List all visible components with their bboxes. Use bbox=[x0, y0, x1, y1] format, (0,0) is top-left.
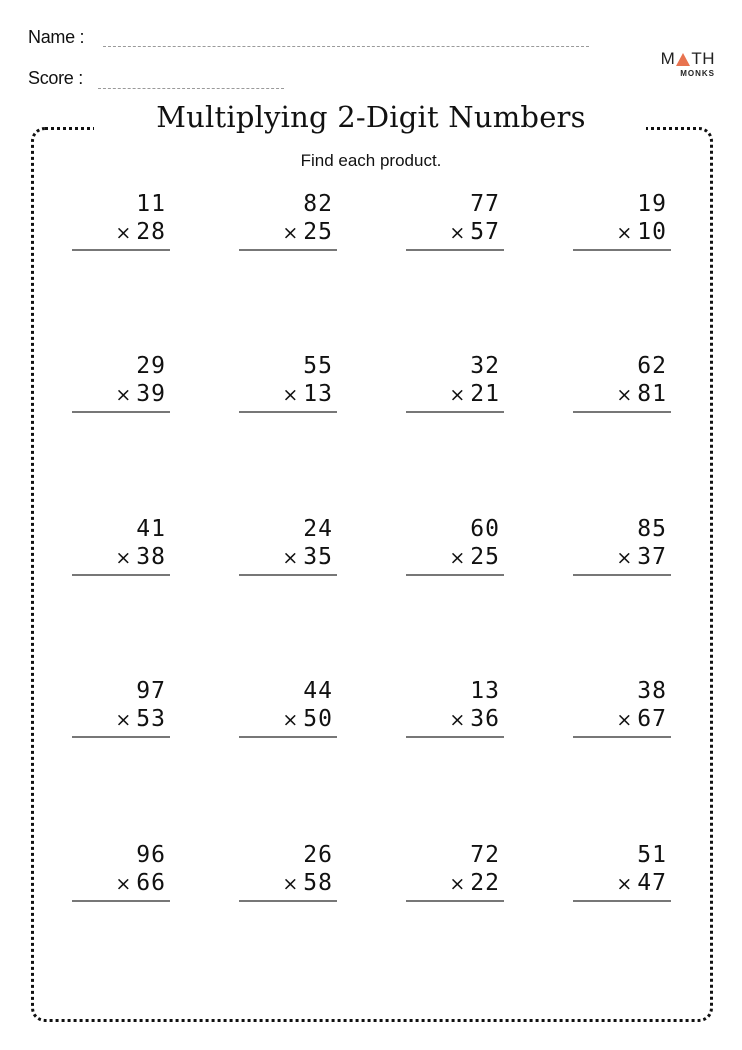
multiplicand: 85 bbox=[637, 516, 667, 542]
times-icon: × bbox=[115, 384, 133, 406]
times-icon: × bbox=[449, 873, 467, 895]
multiplicand: 11 bbox=[136, 191, 166, 217]
multiplier-row bbox=[72, 705, 170, 734]
answer-line[interactable] bbox=[406, 900, 504, 902]
multiplication-problem bbox=[573, 515, 671, 576]
multiplier-row bbox=[573, 705, 671, 734]
multiplier-row bbox=[406, 869, 504, 898]
multiplication-problem bbox=[72, 841, 170, 902]
multiplier: 13 bbox=[303, 381, 333, 407]
answer-line[interactable] bbox=[406, 574, 504, 576]
multiplication-problem bbox=[239, 515, 337, 576]
times-icon: × bbox=[616, 384, 634, 406]
times-icon: × bbox=[449, 384, 467, 406]
multiplier: 28 bbox=[136, 219, 166, 245]
multiplicand: 41 bbox=[136, 516, 166, 542]
logo-letters-th: TH bbox=[691, 49, 715, 68]
multiplier: 58 bbox=[303, 870, 333, 896]
multiplicand: 55 bbox=[303, 353, 333, 379]
times-icon: × bbox=[282, 873, 300, 895]
multiplication-problem bbox=[239, 841, 337, 902]
multiplication-problem bbox=[406, 352, 504, 413]
multiplier-row bbox=[573, 380, 671, 409]
multiplier: 35 bbox=[303, 544, 333, 570]
multiplier: 50 bbox=[303, 706, 333, 732]
multiplication-problem bbox=[239, 352, 337, 413]
answer-line[interactable] bbox=[573, 411, 671, 413]
multiplier: 36 bbox=[470, 706, 500, 732]
multiplier: 47 bbox=[637, 870, 667, 896]
times-icon: × bbox=[449, 222, 467, 244]
multiplier-row bbox=[72, 869, 170, 898]
answer-line[interactable] bbox=[406, 249, 504, 251]
times-icon: × bbox=[115, 873, 133, 895]
score-blank-line[interactable] bbox=[98, 88, 284, 89]
answer-line[interactable] bbox=[72, 736, 170, 738]
math-monks-logo bbox=[655, 51, 715, 78]
multiplier: 57 bbox=[470, 219, 500, 245]
multiplier: 10 bbox=[637, 219, 667, 245]
times-icon: × bbox=[616, 222, 634, 244]
multiplication-problem bbox=[72, 677, 170, 738]
times-icon: × bbox=[282, 547, 300, 569]
multiplicand: 82 bbox=[303, 191, 333, 217]
score-label: Score : bbox=[28, 68, 83, 88]
multiplier-row bbox=[239, 705, 337, 734]
multiplier-row bbox=[573, 869, 671, 898]
times-icon: × bbox=[282, 384, 300, 406]
times-icon: × bbox=[115, 547, 133, 569]
answer-line[interactable] bbox=[72, 574, 170, 576]
multiplier: 22 bbox=[470, 870, 500, 896]
multiplier: 21 bbox=[470, 381, 500, 407]
multiplier-row bbox=[406, 705, 504, 734]
multiplication-problem bbox=[406, 190, 504, 251]
multiplier-row bbox=[239, 218, 337, 247]
answer-line[interactable] bbox=[72, 900, 170, 902]
multiplicand: 32 bbox=[470, 353, 500, 379]
multiplication-problem bbox=[573, 352, 671, 413]
multiplier: 37 bbox=[637, 544, 667, 570]
times-icon: × bbox=[282, 709, 300, 731]
multiplier-row bbox=[239, 543, 337, 572]
answer-line[interactable] bbox=[406, 411, 504, 413]
multiplier-row bbox=[72, 380, 170, 409]
multiplicand: 51 bbox=[637, 842, 667, 868]
name-blank-line[interactable] bbox=[103, 46, 589, 47]
answer-line[interactable] bbox=[239, 574, 337, 576]
multiplier: 66 bbox=[136, 870, 166, 896]
times-icon: × bbox=[616, 709, 634, 731]
multiplication-problem bbox=[239, 190, 337, 251]
multiplicand: 19 bbox=[637, 191, 667, 217]
multiplicand: 60 bbox=[470, 516, 500, 542]
multiplier: 38 bbox=[136, 544, 166, 570]
multiplication-problem bbox=[72, 515, 170, 576]
multiplication-problem bbox=[406, 515, 504, 576]
multiplicand: 62 bbox=[637, 353, 667, 379]
multiplier: 81 bbox=[637, 381, 667, 407]
multiplier: 53 bbox=[136, 706, 166, 732]
answer-line[interactable] bbox=[573, 574, 671, 576]
multiplicand: 29 bbox=[136, 353, 166, 379]
multiplication-problem bbox=[72, 190, 170, 251]
answer-line[interactable] bbox=[406, 736, 504, 738]
multiplication-problem bbox=[406, 677, 504, 738]
multiplier-row bbox=[406, 380, 504, 409]
worksheet-instruction: Find each product. bbox=[300, 151, 442, 170]
answer-line[interactable] bbox=[573, 900, 671, 902]
multiplier-row bbox=[406, 218, 504, 247]
multiplier-row bbox=[72, 543, 170, 572]
multiplicand: 72 bbox=[470, 842, 500, 868]
answer-line[interactable] bbox=[573, 249, 671, 251]
times-icon: × bbox=[616, 873, 634, 895]
multiplicand: 96 bbox=[136, 842, 166, 868]
multiplier-row bbox=[573, 218, 671, 247]
worksheet-title: Multiplying 2-Digit Numbers bbox=[156, 100, 586, 134]
logo-letter-m: M bbox=[660, 49, 676, 68]
multiplicand: 77 bbox=[470, 191, 500, 217]
multiplication-problem bbox=[72, 352, 170, 413]
logo-subtext: MONKS bbox=[680, 69, 715, 78]
multiplier-row bbox=[239, 869, 337, 898]
multiplicand: 38 bbox=[637, 678, 667, 704]
multiplier: 39 bbox=[136, 381, 166, 407]
answer-line[interactable] bbox=[239, 736, 337, 738]
answer-line[interactable] bbox=[239, 411, 337, 413]
answer-line[interactable] bbox=[239, 900, 337, 902]
times-icon: × bbox=[449, 709, 467, 731]
multiplication-problem bbox=[573, 190, 671, 251]
answer-line[interactable] bbox=[72, 411, 170, 413]
answer-line[interactable] bbox=[573, 736, 671, 738]
multiplier: 25 bbox=[303, 219, 333, 245]
multiplication-problem bbox=[239, 677, 337, 738]
times-icon: × bbox=[616, 547, 634, 569]
multiplicand: 24 bbox=[303, 516, 333, 542]
multiplier: 67 bbox=[637, 706, 667, 732]
multiplicand: 44 bbox=[303, 678, 333, 704]
times-icon: × bbox=[282, 222, 300, 244]
multiplier-row bbox=[573, 543, 671, 572]
triangle-icon bbox=[676, 53, 690, 66]
answer-line[interactable] bbox=[72, 249, 170, 251]
times-icon: × bbox=[449, 547, 467, 569]
multiplicand: 26 bbox=[303, 842, 333, 868]
answer-line[interactable] bbox=[239, 249, 337, 251]
times-icon: × bbox=[115, 709, 133, 731]
name-label: Name : bbox=[28, 27, 85, 47]
multiplier: 25 bbox=[470, 544, 500, 570]
multiplier-row bbox=[72, 218, 170, 247]
multiplication-problem bbox=[406, 841, 504, 902]
multiplicand: 97 bbox=[136, 678, 166, 704]
multiplication-problem bbox=[573, 677, 671, 738]
multiplicand: 13 bbox=[470, 678, 500, 704]
multiplication-problem bbox=[573, 841, 671, 902]
times-icon: × bbox=[115, 222, 133, 244]
multiplier-row bbox=[406, 543, 504, 572]
multiplier-row bbox=[239, 380, 337, 409]
